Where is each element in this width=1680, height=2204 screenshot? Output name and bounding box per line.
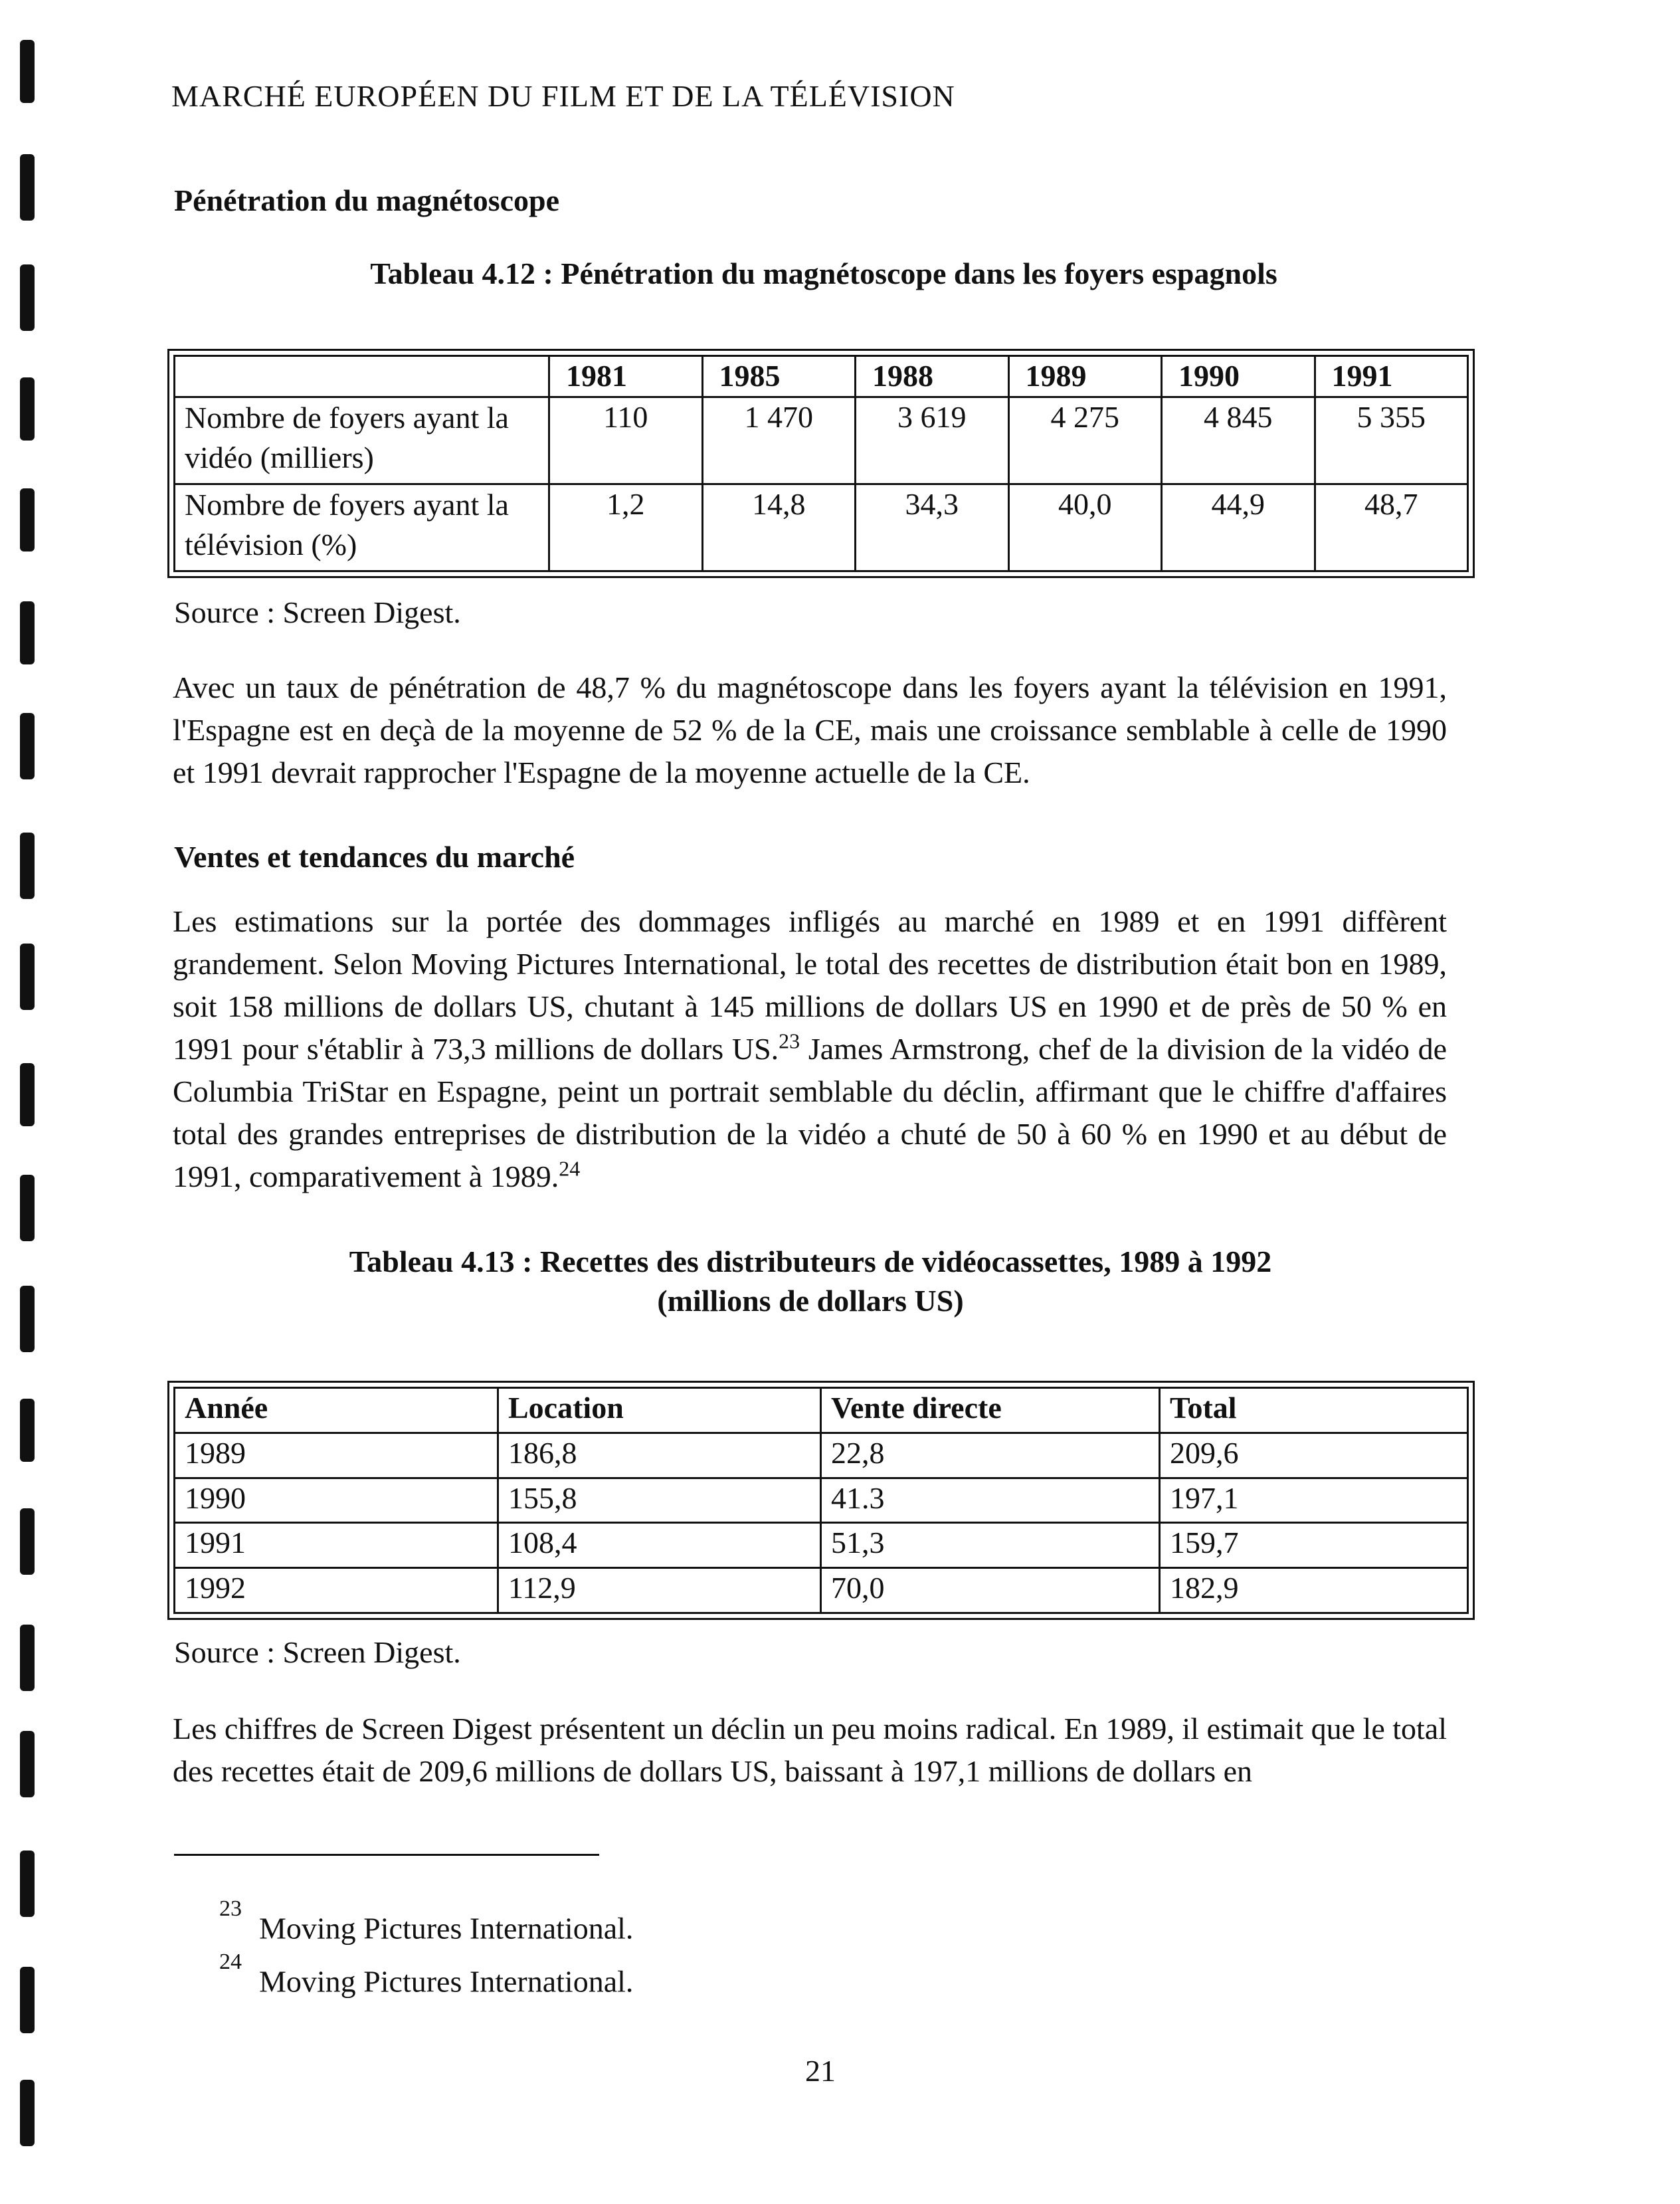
binder-mark bbox=[20, 40, 35, 103]
table-row bbox=[175, 1478, 1468, 1523]
table1-cell: 4 845 bbox=[1162, 397, 1315, 484]
table2-header-row bbox=[175, 1388, 1468, 1433]
table1-cell: 44,9 bbox=[1162, 484, 1315, 571]
table1-header-cell bbox=[175, 356, 549, 397]
paragraph-vcr-penetration: Avec un taux de pénétration de 48,7 % du magnétoscope dans les foyers ayant la télévision en 1991, l'Espagne est en deçà de la moyenne de 52 % de la CE, mais une croissance semblable à celle de 1990 et 1991 devrait rapprocher l'Espagne de la moyenne actuelle de la CE. bbox=[173, 670, 1447, 789]
table2-cell: 51,3 bbox=[821, 1523, 1160, 1568]
binder-mark bbox=[20, 1731, 35, 1797]
table2-cell: 108,4 bbox=[498, 1523, 821, 1568]
table2-header-cell: Total bbox=[1160, 1388, 1468, 1433]
binder-mark bbox=[20, 1625, 35, 1691]
footnote bbox=[219, 1950, 634, 1999]
table-row bbox=[175, 484, 1468, 571]
binder-mark bbox=[20, 377, 35, 441]
binder-mark bbox=[20, 601, 35, 664]
table2 bbox=[167, 1381, 1475, 1620]
table1-header-cell: 1990 bbox=[1162, 356, 1315, 397]
table1-header-cell: 1985 bbox=[702, 356, 856, 397]
table2-header-cell: Année bbox=[175, 1388, 498, 1433]
table1-cell: 14,8 bbox=[702, 484, 856, 571]
footnote-text: Moving Pictures International. bbox=[259, 1911, 634, 1946]
table2-cell: 70,0 bbox=[821, 1568, 1160, 1613]
paragraph-text: Les estimations sur la portée des dommages infligés au marché en 1989 et en 1991 diffèrent grandement. Selon Moving Pictures International, le total des recettes de distribution était bon en 1989, soit 158 millions de dollars US, chutant à 145 millions de dollars US en 1990 et de près de 50 % en 1991 pour s'établir à 73,3 millions de dollars US. bbox=[173, 904, 1447, 1066]
table2-cell: 1989 bbox=[175, 1433, 498, 1478]
table1-cell: 48,7 bbox=[1315, 484, 1468, 571]
binder-mark bbox=[20, 154, 35, 221]
table1-header-row bbox=[175, 356, 1468, 397]
table1-cell: 34,3 bbox=[856, 484, 1009, 571]
binder-mark bbox=[20, 944, 35, 1010]
table1-row-label: Nombre de foyers ayant la télévision (%) bbox=[175, 484, 549, 571]
table1-header-cell: 1989 bbox=[1008, 356, 1162, 397]
binder-mark bbox=[20, 2080, 35, 2146]
footnote-text: Moving Pictures International. bbox=[259, 1964, 634, 1999]
binder-mark bbox=[20, 488, 35, 551]
table1-header-cell: 1988 bbox=[856, 356, 1009, 397]
section-title-vcr-penetration: Pénétration du magnétoscope bbox=[174, 183, 560, 217]
table1-header-cell: 1991 bbox=[1315, 356, 1468, 397]
table2-header-cell: Vente directe bbox=[821, 1388, 1160, 1433]
binder-mark bbox=[20, 264, 35, 331]
table1-cell: 1,2 bbox=[549, 484, 703, 571]
footnote-number: 23 bbox=[219, 1896, 242, 1921]
table2-cell: 1992 bbox=[175, 1568, 498, 1613]
table1-cell: 5 355 bbox=[1315, 397, 1468, 484]
paragraph-market-estimates bbox=[173, 900, 1447, 1198]
table1-cell: 40,0 bbox=[1008, 484, 1162, 571]
table-row bbox=[175, 397, 1468, 484]
table2-header-cell: Location bbox=[498, 1388, 821, 1433]
paragraph-text: James Armstrong, chef de la division de la vidéo de Columbia TriStar en Espagne, peint un portrait semblable du déclin, affirmant que le chiffre d'affaires total des grandes entreprises de distribution de la vidéo a chuté de 50 à 60 % en 1990 et au début de 1991, comparativement à 1989. bbox=[173, 1032, 1447, 1193]
table1-row-label: Nombre de foyers ayant la vidéo (milliers) bbox=[175, 397, 549, 484]
table2-caption bbox=[252, 1244, 1368, 1318]
table2-cell: 197,1 bbox=[1160, 1478, 1468, 1523]
binder-mark bbox=[20, 1286, 35, 1352]
table2-cell: 186,8 bbox=[498, 1433, 821, 1478]
table2-cell: 41.3 bbox=[821, 1478, 1160, 1523]
binder-mark bbox=[20, 1851, 35, 1917]
binder-mark bbox=[20, 1508, 35, 1575]
table2-cell: 1990 bbox=[175, 1478, 498, 1523]
binder-mark bbox=[20, 1967, 35, 2033]
running-head: MARCHÉ EUROPÉEN DU FILM ET DE LA TÉLÉVISION bbox=[171, 79, 955, 113]
table1-cell: 1 470 bbox=[702, 397, 856, 484]
footnote-ref: 23 bbox=[779, 1029, 800, 1053]
table1-source: Source : Screen Digest. bbox=[174, 595, 461, 629]
footnote-number: 24 bbox=[219, 1950, 242, 1974]
binder-mark bbox=[20, 1175, 35, 1241]
table2-cell: 155,8 bbox=[498, 1478, 821, 1523]
footnote-rule bbox=[174, 1854, 599, 1856]
page-number: 21 bbox=[805, 2054, 836, 2088]
table2-cell: 182,9 bbox=[1160, 1568, 1468, 1613]
binder-mark bbox=[20, 833, 35, 899]
table2-source: Source : Screen Digest. bbox=[174, 1635, 461, 1669]
table2-cell: 1991 bbox=[175, 1523, 498, 1568]
table1-caption: Tableau 4.12 : Pénétration du magnétoscope dans les foyers espagnols bbox=[370, 256, 1277, 290]
table1-cell: 4 275 bbox=[1008, 397, 1162, 484]
table2-caption-line1: Tableau 4.13 : Recettes des distributeurs de vidéocassettes, 1989 à 1992 bbox=[349, 1245, 1272, 1278]
table2-caption-line2: (millions de dollars US) bbox=[657, 1284, 964, 1318]
binder-mark bbox=[20, 1063, 35, 1126]
table-row bbox=[175, 1568, 1468, 1613]
table1 bbox=[167, 349, 1475, 578]
table2-cell: 159,7 bbox=[1160, 1523, 1468, 1568]
table2-cell: 209,6 bbox=[1160, 1433, 1468, 1478]
binder-mark bbox=[20, 713, 35, 779]
binder-mark bbox=[20, 1399, 35, 1462]
table-row bbox=[175, 1523, 1468, 1568]
table1-header-cell: 1981 bbox=[549, 356, 703, 397]
table1-cell: 110 bbox=[549, 397, 703, 484]
table-row bbox=[175, 1433, 1468, 1478]
paragraph-screen-digest: Les chiffres de Screen Digest présentent un déclin un peu moins radical. En 1989, il estimait que le total des recettes était de 209,6 millions de dollars US, baissant à 197,1 millions de dollars en bbox=[173, 1712, 1447, 1788]
footnote-ref: 24 bbox=[559, 1156, 581, 1181]
section-title-sales-trends: Ventes et tendances du marché bbox=[174, 840, 575, 874]
table1-cell: 3 619 bbox=[856, 397, 1009, 484]
footnote bbox=[219, 1896, 634, 1946]
table2-cell: 22,8 bbox=[821, 1433, 1160, 1478]
table2-cell: 112,9 bbox=[498, 1568, 821, 1613]
